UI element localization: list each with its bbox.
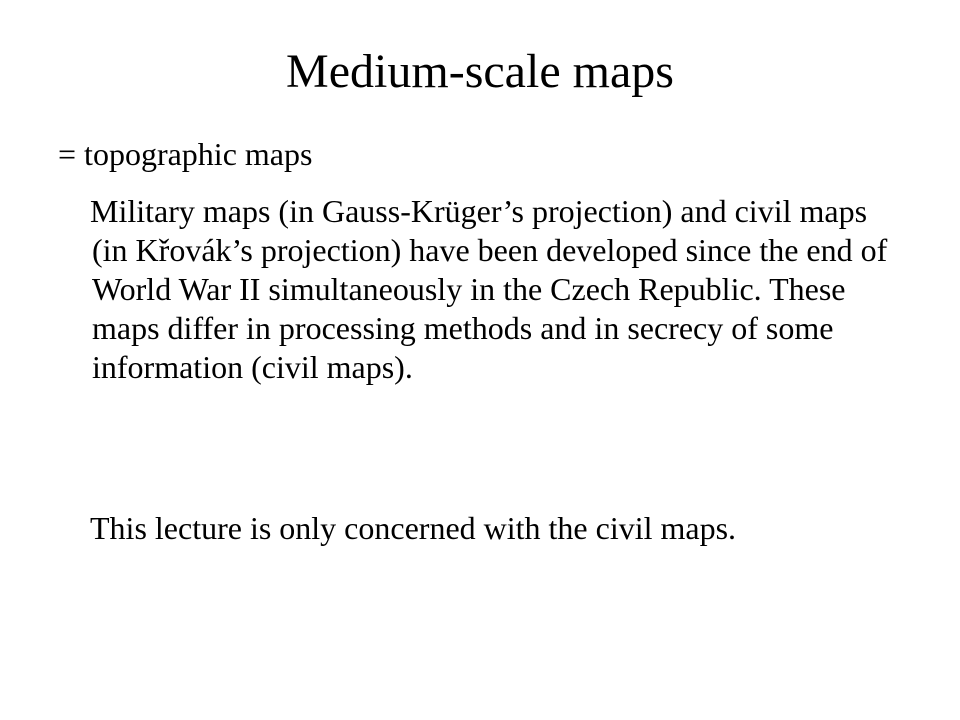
slide-title: Medium-scale maps: [286, 45, 674, 98]
paragraph-military-civil-maps: Military maps (in Gauss-Krüger’s projection) and civil maps (in Křovák’s projection) have been developed since the end of World War II simultaneously in the Czech Republic. These maps differ in processing methods and in secrecy of some information (civil maps).: [90, 193, 888, 385]
definition-line: = topographic maps: [58, 136, 313, 172]
paragraph-lecture-scope: This lecture is only concerned with the civil maps.: [90, 510, 737, 546]
